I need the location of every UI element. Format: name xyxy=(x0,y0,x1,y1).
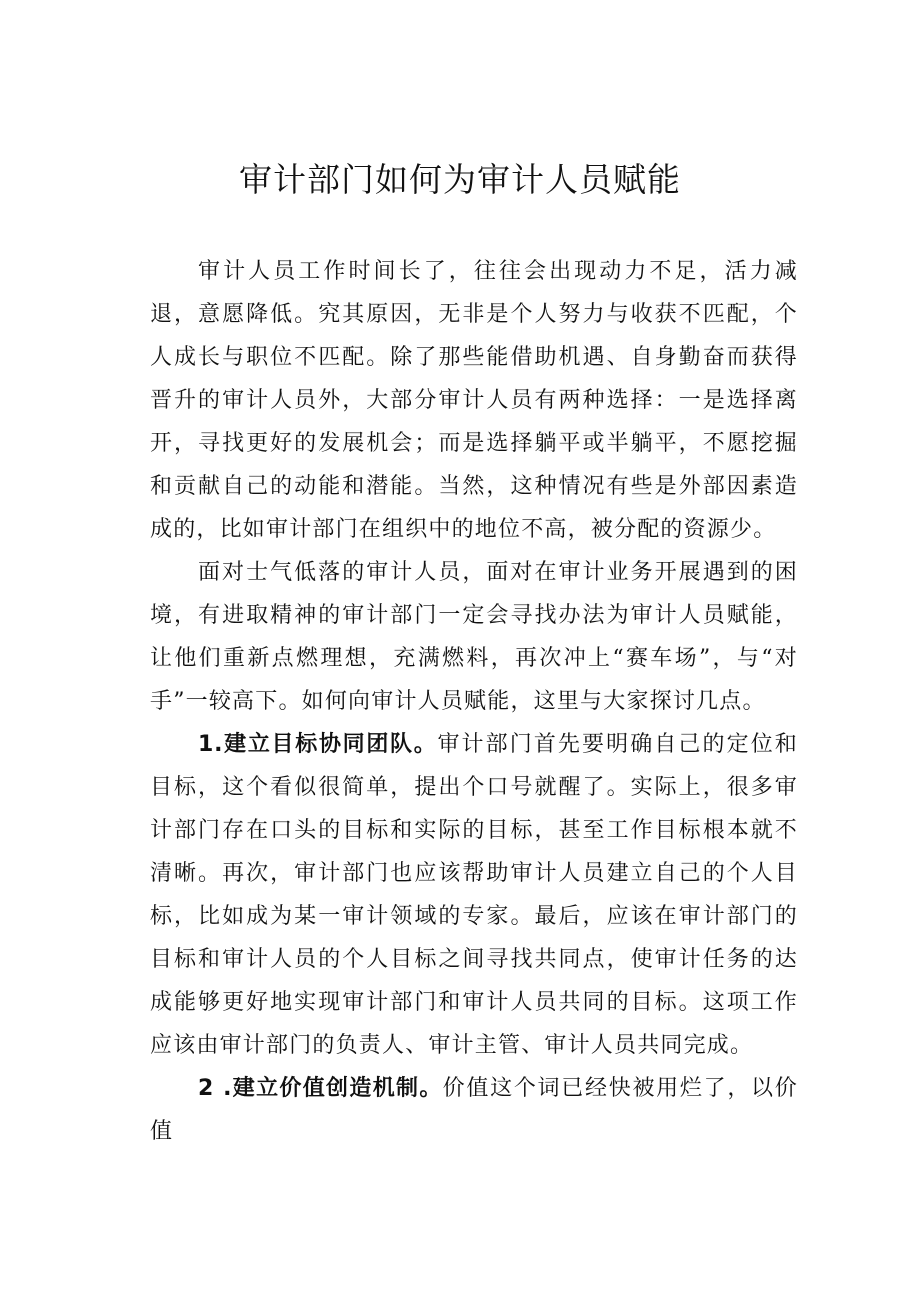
paragraph-text: 面对士气低落的审计人员，面对在审计业务开展遇到的困境，有进取精神的审计部门一定会寻找办法为审计人员赋能，让他们重新点燃理想，充满燃料，再次冲上“赛车场”，与“对手”一较高下。如何向审计人员赋能，这里与大家探讨几点。 xyxy=(150,560,798,714)
point-heading: 2 .建立价值创造机制。 xyxy=(198,1076,443,1101)
paragraph-point-1 xyxy=(150,723,798,1067)
paragraph-text: 价值这个词已经快被用烂了，以价值 xyxy=(150,1076,798,1144)
paragraph-text: 审计部门首先要明确自己的定位和目标，这个看似很简单，提出个口号就醒了。实际上，很多审计部门存在口头的目标和实际的目标，甚至工作目标根本就不清晰。再次，审计部门也应该帮助审计人员建立自己的个人目标，比如成为某一审计领域的专家。最后，应该在审计部门的目标和审计人员的个人目标之间寻找共同点，使审计任务的达成能够更好地实现审计部门和审计人员共同的目标。这项工作应该由审计部门的负责人、审计主管、审计人员共同完成。 xyxy=(150,732,798,1058)
paragraph-text: 审计人员工作时间长了，往往会出现动力不足，活力减退，意愿降低。究其原因，无非是个人努力与收获不匹配，个人成长与职位不匹配。除了那些能借助机遇、自身勤奋而获得晋升的审计人员外，大部分审计人员有两种选择：一是选择离开，寻找更好的发展机会；而是选择躺平或半躺平，不愿挖掘和贡献自己的动能和潜能。当然，这种情况有些是外部因素造成的，比如审计部门在组织中的地位不高，被分配的资源少。 xyxy=(150,259,798,542)
paragraph-transition xyxy=(150,551,798,723)
page-title: 审计部门如何为审计人员赋能 xyxy=(239,160,681,199)
point-heading: 1.建立目标协同团队。 xyxy=(198,732,438,757)
paragraph-intro xyxy=(150,250,798,551)
document-body xyxy=(150,250,798,1153)
paragraph-point-2 xyxy=(150,1067,798,1153)
